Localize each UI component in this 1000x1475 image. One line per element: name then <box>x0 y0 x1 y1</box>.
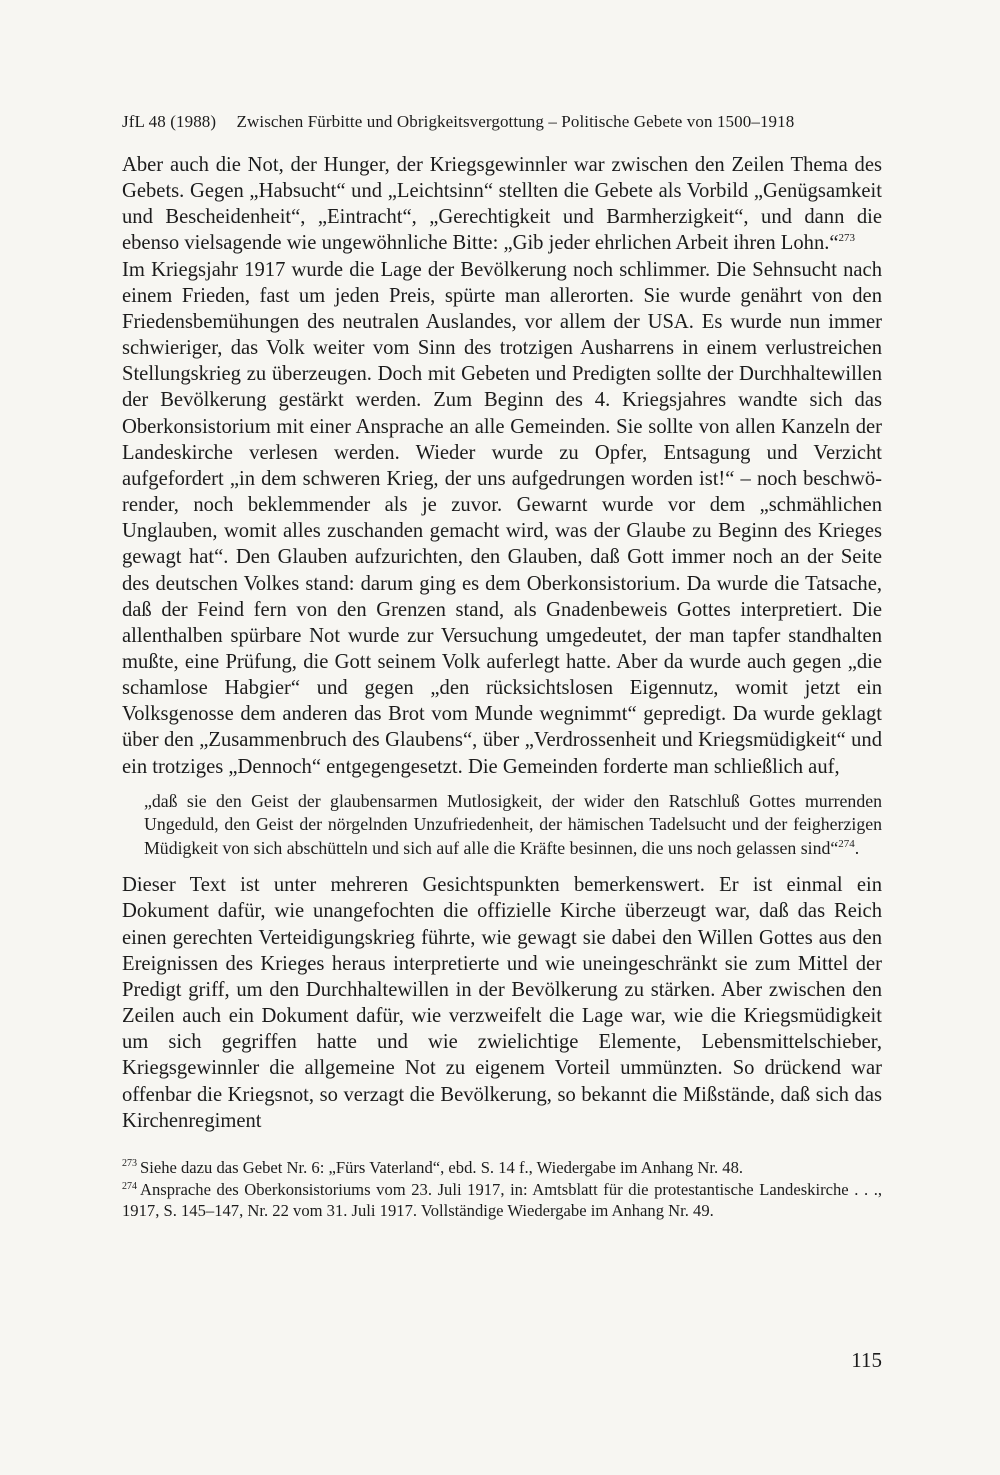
footnote-273 <box>122 1158 882 1179</box>
footnote-274 <box>122 1180 882 1221</box>
footnote-text: Ansprache des Oberkonsistoriums vom 23. Juli 1917, in: Amtsblatt für die protestantische Landeskirche . . ., 1917, S. 145–147, Nr. 22 vom 31. Juli 1917. Vollständige Wiedergabe im Anhang Nr. 49. <box>122 1180 882 1220</box>
quote-period: . <box>854 837 860 858</box>
journal-reference: JfL 48 (1988) <box>122 112 217 131</box>
footnote-number: 273 <box>122 1158 137 1170</box>
footnote-text: Siehe dazu das Gebet Nr. 6: „Fürs Vaterland“, ebd. S. 14 f., Wiedergabe im Anhang Nr. 48. <box>140 1157 744 1177</box>
footnote-ref-274[interactable]: 274 <box>838 837 855 850</box>
paragraph-1 <box>122 152 882 257</box>
quote-text: „daß sie den Geist der glaubensarmen Mutlosigkeit, der wider den Ratschluß Gottes murrenden Ungeduld, den Geist der nörgelnden Unzufriedenheit, der hämischen Tadelsucht und der feigherzigen Müdigkeit von sich abschütteln und sich auf alle die Kräfte besinnen, die uns noch gelassen sind“ <box>144 790 882 858</box>
body-text <box>122 152 882 1134</box>
paragraph-2: Im Kriegsjahr 1917 wurde die Lage der Bevölkerung noch schlimmer. Die Sehnsucht nach einem Frieden, fast um jeden Preis, spürte man allerorten. Sie wurde genährt von den Friedensbemühungen des neutralen Auslandes, vor allem der USA. Es wurde nun immer schwieriger, das Volk weiter vom Sinn des trotzigen Ausharrens in einem verlustreichen Stellungskrieg zu überzeugen. Doch mit Gebeten und Predigten sollte der Durchhaltewillen der Bevölkerung gestärkt werden. Zum Beginn des 4. Kriegsjahres wandte sich das Oberkonsistorium mit einer Ansprache an alle Gemeinden. Sie sollte von allen Kanzeln der Landeskirche verlesen werden. Wieder wurde zu Opfer, Entsagung und Verzicht aufgefordert „in dem schweren Krieg, der uns aufgedrungen worden ist!“ – noch beschwörender, noch beklemmender als je zuvor. Gewarnt wurde vor dem „schmählichen Unglauben, womit alles zuschanden gemacht wird, was der Glaube zu Beginn des Krieges gewagt hat“. Den Glauben aufzurichten, den Glauben, daß Gott immer noch an der Seite des deutschen Volkes stand: darum ging es dem Oberkonsistorium. Da wurde die Tatsache, daß der Feind fern von den Grenzen stand, als Gnadenbeweis Gottes interpretiert. Die allenthalben spürbare Not wurde zur Versuchung umgedeutet, der man tapfer standhalten mußte, eine Prüfung, die Gott seinem Volk auferlegt hatte. Aber da wurde auch gegen „die schamlose Habgier“ und gegen „den rücksichtslosen Eigennutz, womit jetzt ein Volksgenosse dem anderen das Brot vom Munde wegnimmt“ gepredigt. Da wurde geklagt über den „Zusammenbruch des Glaubens“, über „Verdrossenheit und Kriegsmüdigkeit“ und ein trotziges „Dennoch“ entgegengesetzt. Die Gemeinden forderte man schließlich auf, <box>122 258 882 778</box>
block-quote <box>144 790 882 861</box>
footnotes <box>122 1158 882 1222</box>
footnote-number: 274 <box>122 1180 137 1192</box>
paragraph-1-text: Aber auch die Not, der Hunger, der Kriegsgewinnler war zwischen den Zeilen Thema des Gebets. Gegen „Habsucht“ und „Leichtsinn“ stellten die Gebete als Vorbild „Genügsamkeit und Bescheidenheit“, „Eintracht“, „Gerechtigkeit und Barmherzigkeit“, und dann die ebenso vielsagende wie ungewöhnliche Bitte: „Gib jeder ehrlichen Arbeit ihren Lohn.“ <box>122 154 882 255</box>
running-header <box>122 112 882 132</box>
footnote-ref-273[interactable]: 273 <box>838 232 856 245</box>
running-title: Zwischen Fürbitte und Obrigkeitsvergottung – Politische Gebete von 1500–1918 <box>236 112 795 131</box>
document-page <box>122 112 882 1372</box>
paragraph-3: Dieser Text ist unter mehreren Gesichtspunkten bemerkenswert. Er ist einmal ein Dokument dafür, wie unangefochten die offizielle Kirche überzeugt war, daß das Reich einen gerechten Verteidigungskrieg führte, wie gewagt sie dabei den Willen Gottes aus den Ereignissen des Krieges heraus interpretierte und wie uneingeschränkt sie zum Mittel der Predigt griff, um den Durchhaltewillen in der Bevölkerung zu stärken. Aber zwischen den Zeilen auch ein Dokument dafür, wie verzweifelt die Lage war, wie die Kriegsmüdigkeit um sich gegriffen hatte und wie zwielichtige Elemente, Lebensmittelschieber, Kriegsgewinnler die allgemeine Not zu eigenem Vorteil ummünzten. So drückend war offenbar die Kriegsnot, so verzagt die Bevölkerung, so bekannt die Mißstände, daß sich das Kirchenregiment <box>122 874 882 1132</box>
page-number: 115 <box>851 1348 882 1372</box>
